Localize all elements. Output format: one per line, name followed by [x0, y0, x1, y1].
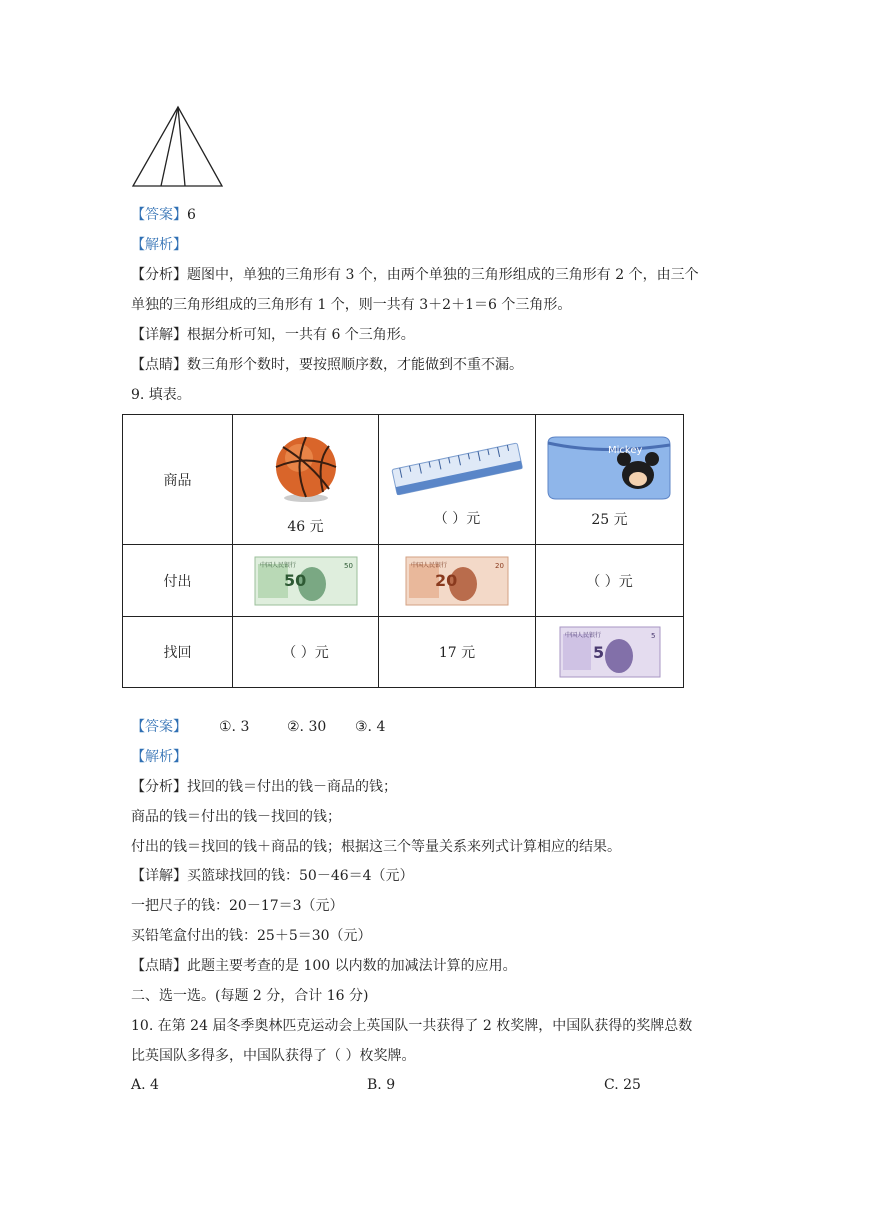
- fill-table: [122, 414, 684, 688]
- q8-fenxi-1: [131, 265, 699, 285]
- bank-name: 中国人民银行: [564, 632, 601, 639]
- answer-tag: 【答案】: [131, 719, 187, 735]
- q9-fenxi-1: [131, 777, 397, 797]
- goods-basketball: [233, 415, 379, 545]
- q8-analysis-tag: 【解析】: [131, 237, 187, 253]
- row-label: 找回: [123, 617, 233, 688]
- banknote-20-icon: [405, 556, 509, 606]
- q9-title: 9. 填表。: [131, 387, 191, 403]
- basketball-icon: [271, 434, 341, 504]
- bill-corner-value: 20: [495, 561, 504, 570]
- paid-bill-50: [233, 545, 379, 617]
- banknote-50-icon: [254, 556, 358, 606]
- bill-corner-value: 50: [343, 561, 353, 570]
- answer-tag: 【答案】: [131, 207, 187, 223]
- dianjing-tag: 【点睛】: [131, 958, 187, 974]
- row-label: 付出: [123, 545, 233, 617]
- change-blank: （ ）元: [233, 617, 379, 688]
- q9-xiangjie-1: [131, 866, 414, 886]
- change-value: 17 元: [379, 617, 536, 688]
- pencil-case-brand: Mickey: [608, 444, 643, 456]
- xiangjie-tag: 【详解】: [131, 327, 187, 343]
- triangle-figure: [129, 104, 227, 190]
- dianjing-text: 数三角形个数时，要按照顺序数，才能做到不重不漏。: [187, 357, 523, 373]
- q8-fenxi-2: 单独的三角形组成的三角形有 1 个，则一共有 3＋2＋1＝6 个三角形。: [131, 297, 572, 313]
- q10-option-a: A. 4: [131, 1077, 159, 1093]
- xiangjie-text: 根据分析可知，一共有 6 个三角形。: [187, 327, 415, 343]
- table-row-goods: [123, 415, 684, 545]
- q9-dianjing: [131, 956, 517, 976]
- q10-line-2: 比英国队多得多，中国队获得了（ ）枚奖牌。: [131, 1048, 416, 1064]
- goods-pencilcase: [536, 415, 684, 545]
- answer-2: ②. 30: [287, 719, 327, 735]
- bank-name: 中国人民银行: [259, 561, 296, 569]
- q8-dianjing: [131, 355, 523, 375]
- table-row-change: [123, 617, 684, 688]
- table-row-paid: [123, 545, 684, 617]
- q10-line-1: 10. 在第 24 届冬季奥林匹克运动会上英国队一共获得了 2 枚奖牌，中国队获得的奖牌总数: [131, 1018, 693, 1034]
- q9-answer: [131, 717, 385, 737]
- dianjing-text: 此题主要考查的是 100 以内数的加减法计算的应用。: [187, 958, 517, 974]
- xiangjie-text: 买篮球找回的钱：50－46＝4（元）: [187, 868, 414, 884]
- bank-name: 中国人民银行: [411, 561, 448, 569]
- ruler-icon: [387, 438, 527, 498]
- fenxi-tag: 【分析】: [131, 779, 187, 795]
- fenxi-text: 找回的钱＝付出的钱－商品的钱；: [187, 779, 397, 795]
- q9-xiangjie-2: 一把尺子的钱：20－17＝3（元）: [131, 898, 344, 914]
- banknote-5-icon: [559, 626, 661, 678]
- q10-option-b: B. 9: [367, 1077, 396, 1093]
- fenxi-text: 题图中，单独的三角形有 3 个，由两个单独的三角形组成的三角形有 2 个，由三个: [187, 267, 699, 283]
- answer-1: ①. 3: [219, 719, 250, 735]
- q9-analysis-tag: 【解析】: [131, 749, 187, 765]
- pencil-case-icon: [542, 433, 677, 503]
- fenxi-tag: 【分析】: [131, 267, 187, 283]
- change-bill-5: [536, 617, 684, 688]
- q10-option-c: C. 25: [604, 1077, 641, 1093]
- q8-answer: [131, 205, 196, 225]
- goods-price: 25 元: [591, 511, 628, 528]
- bill-value: 50: [283, 570, 306, 590]
- q8-xiangjie: [131, 325, 415, 345]
- answer-value: 6: [187, 207, 196, 223]
- goods-ruler: [379, 415, 536, 545]
- row-label: 商品: [123, 415, 233, 545]
- paid-blank: （ ）元: [536, 545, 684, 617]
- section-2-title: 二、选一选。(每题 2 分，合计 16 分): [131, 988, 369, 1004]
- paid-bill-20: [379, 545, 536, 617]
- dianjing-tag: 【点睛】: [131, 357, 187, 373]
- bill-corner-value: 5: [650, 632, 655, 640]
- bill-value: 5: [592, 643, 604, 662]
- goods-price-blank: （ ）元: [433, 510, 481, 527]
- q9-fenxi-3: 付出的钱＝找回的钱＋商品的钱；根据这三个等量关系来列式计算相应的结果。: [131, 839, 621, 855]
- bill-value: 20: [435, 570, 458, 590]
- goods-price: 46 元: [287, 518, 324, 535]
- xiangjie-tag: 【详解】: [131, 868, 187, 884]
- answer-3: ③. 4: [355, 719, 386, 735]
- q9-xiangjie-3: 买铅笔盒付出的钱：25＋5＝30（元）: [131, 928, 372, 944]
- q9-fenxi-2: 商品的钱＝付出的钱－找回的钱；: [131, 809, 341, 825]
